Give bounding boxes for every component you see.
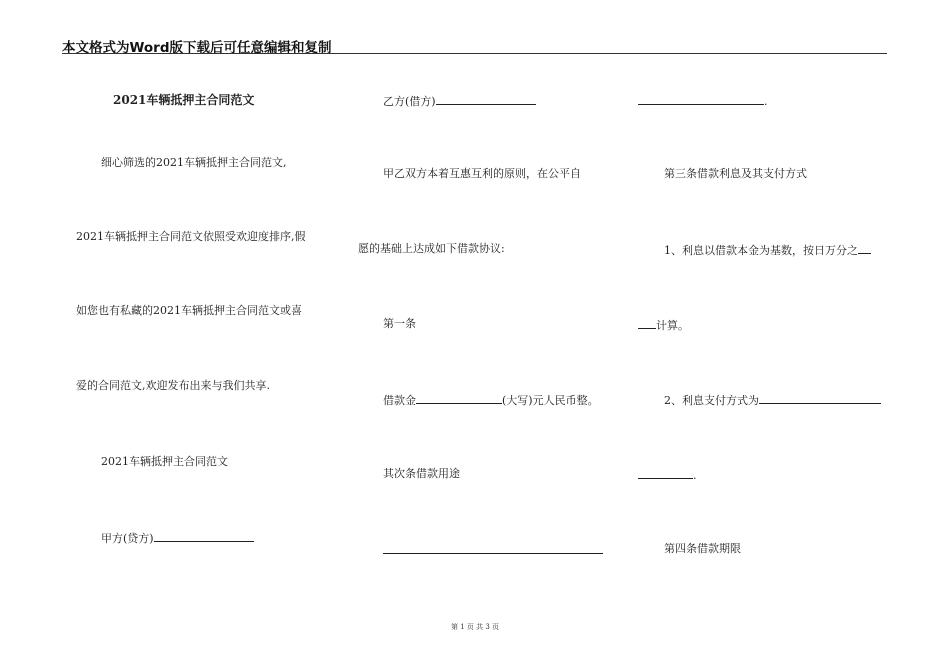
loan-amount-line bbox=[383, 392, 599, 408]
intro-line-1: 细心筛选的2021车辆抵押主合同范文, bbox=[101, 156, 287, 169]
clause-3-heading: 第三条借款利息及其支付方式 bbox=[664, 167, 807, 180]
loan-amount-suffix: (大写)元人民币整。 bbox=[502, 394, 599, 407]
party-b-blank bbox=[436, 93, 536, 105]
loan-amount-label: 借款金 bbox=[383, 394, 416, 407]
section-subtitle: 2021车辆抵押主合同范文 bbox=[101, 455, 228, 468]
interest-rate-blank-cont bbox=[638, 317, 656, 329]
document-header: 本文格式为Word版下载后可任意编辑和复制 bbox=[62, 40, 332, 56]
intro-line-2: 2021车辆抵押主合同范文依照受欢迎度排序,假 bbox=[76, 230, 306, 243]
interest-rate-blank bbox=[858, 242, 871, 254]
payment-method-blank-cont bbox=[638, 467, 693, 479]
agreement-para-2: 愿的基础上达成如下借款协议: bbox=[358, 242, 505, 255]
interest-rule-2 bbox=[664, 392, 881, 408]
loan-purpose-blank bbox=[383, 553, 603, 554]
interest-rule-2-end: . bbox=[693, 469, 697, 482]
party-a-line bbox=[101, 530, 254, 546]
interest-rule-1-cont bbox=[638, 317, 689, 333]
continued-line-end: . bbox=[764, 95, 768, 108]
party-b-label: 乙方(借方) bbox=[383, 95, 436, 108]
interest-rule-1-text: 1、利息以借款本金为基数，按日万分之 bbox=[664, 244, 858, 257]
document-title: 2021车辆抵押主合同范文 bbox=[113, 93, 255, 107]
loan-amount-blank bbox=[416, 392, 502, 404]
party-a-label: 甲方(贷方) bbox=[101, 532, 154, 545]
interest-rule-1-end: 计算。 bbox=[656, 319, 689, 332]
continued-line bbox=[638, 93, 768, 109]
party-b-line bbox=[383, 93, 536, 109]
header-divider bbox=[62, 53, 887, 54]
page-number: 第 1 页 共 3 页 bbox=[450, 623, 500, 631]
continued-blank bbox=[638, 93, 764, 105]
party-a-blank bbox=[154, 530, 254, 542]
clause-4-heading: 第四条借款期限 bbox=[664, 542, 741, 555]
intro-line-4: 爱的合同范文,欢迎发布出来与我们共享. bbox=[76, 379, 270, 392]
agreement-para-1: 甲乙双方本着互惠互利的原则，在公平自 bbox=[383, 167, 581, 180]
interest-rule-1 bbox=[664, 242, 871, 258]
clause-2-heading: 其次条借款用途 bbox=[383, 467, 460, 480]
interest-rule-2-cont bbox=[638, 467, 697, 483]
intro-line-3: 如您也有私藏的2021车辆抵押主合同范文或喜 bbox=[76, 304, 302, 317]
payment-method-blank bbox=[759, 392, 881, 404]
interest-rule-2-text: 2、利息支付方式为 bbox=[664, 394, 759, 407]
clause-1-heading: 第一条 bbox=[383, 317, 416, 330]
